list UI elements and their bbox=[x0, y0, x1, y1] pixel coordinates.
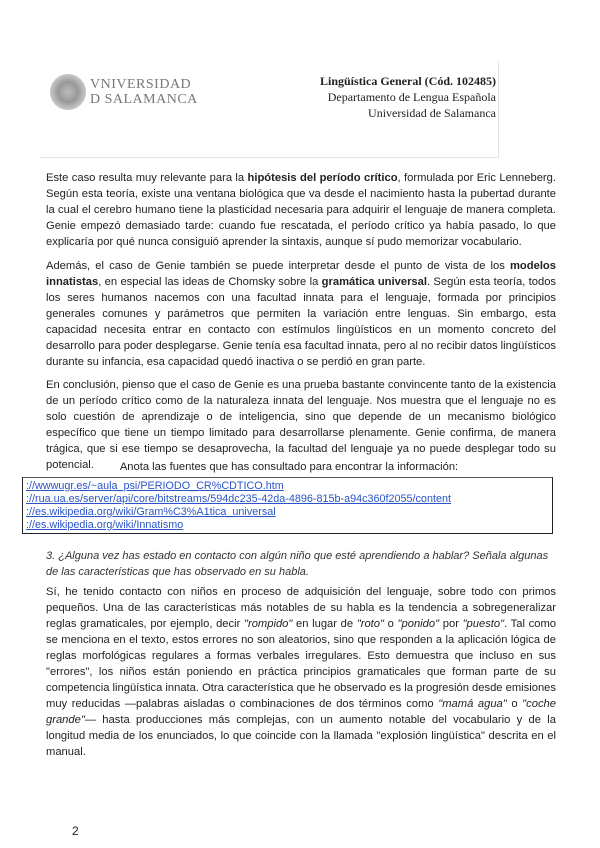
text: . Según esta teoría, todos los seres humanos nacemos con una facultad innata para el lenguaje, formada por principios generales comunes y parámetros que permiten la variación entre lenguas. Sin embargo, esta capacidad necesita entrar en contacto con estímulos lingüísticos en un momento concreto del desarrollo para poder desplegarse. Genie tenía esa facultad innata, pero al no recibir datos lingüísticos durante su infancia, esa capacidad quedó inactiva o se perdió en gran parte. bbox=[46, 276, 557, 368]
example: "puesto" bbox=[462, 618, 505, 630]
text: Sí, he tenido contacto con niños en proceso de adquisición del lenguaje, sobre todo con primos pequeños. Una de las características más notables de su habla es la tendencia a sobregeneralizar reglas gramaticales, por ejemplo, decir bbox=[46, 586, 556, 630]
university-seal-icon bbox=[50, 74, 86, 110]
paragraph-critical-period bbox=[46, 170, 556, 250]
answer-3 bbox=[46, 584, 556, 760]
source-link[interactable]: ://es.wikipedia.org/wiki/Innatismo bbox=[26, 519, 184, 531]
page-header bbox=[40, 62, 499, 158]
text: Este caso resulta muy relevante para la bbox=[46, 172, 248, 184]
text: , formulada por Eric Lenneberg. Según esta teoría, existe una ventana biológica que va desde el nacimiento hasta la pubertad durante la cual el cerebro humano tiene la plasticidad necesaria para adquirir el lenguaje de manera completa. Genie empezó demasiado tarde: cuando fue rescatada, el período crítico ya había pasado, lo que explicaría por qué nunca consiguió aprender la sintaxis, aunque sí pudo memorizar vocabulario. bbox=[46, 172, 556, 248]
text: o bbox=[384, 618, 398, 630]
text: . Tal como se menciona en el texto, estos errores no son aleatorios, sino que responden a la aplicación lógica de reglas morfológicas regulares a formas verbales irregulares. Esto demuestra que incluso en sus "errores", los niños están poniendo en práctica principios gramaticales que forman parte de su competencia lingüística innata. Otra característica que he observado es la progresión desde emisiones muy reducidas —palabras aisladas o combinaciones de dos términos como bbox=[46, 618, 557, 710]
source-link[interactable]: ://es.wikipedia.org/wiki/Gram%C3%A1tica_universal bbox=[26, 506, 276, 518]
text: o bbox=[506, 698, 523, 710]
logo-line-1: VNIVERSIDAD bbox=[90, 77, 192, 92]
logo-line-2: D SALAMANCA bbox=[90, 92, 198, 107]
example: "ponido" bbox=[397, 618, 440, 630]
example: "mamá agua" bbox=[438, 698, 507, 710]
example: "rompido" bbox=[244, 618, 293, 630]
sources-prompt: Anota las fuentes que has consultado para encontrar la información: bbox=[119, 461, 459, 473]
bold-term: hipótesis del período crítico bbox=[247, 172, 398, 184]
sources-box bbox=[22, 477, 553, 534]
university: Universidad de Salamanca bbox=[368, 106, 496, 120]
example: "coche grande" bbox=[46, 698, 556, 726]
page-number: 2 bbox=[72, 824, 79, 838]
source-link[interactable]: ://wwwugr.es/~aula_psi/PERIODO_CR%CDTICO.htm bbox=[26, 480, 284, 492]
department: Departamento de Lengua Española bbox=[327, 90, 496, 104]
text: en lugar de bbox=[292, 618, 357, 630]
paragraph-conclusion: En conclusión, pienso que el caso de Genie es una prueba bastante convincente tanto de la existencia de un período crítico como de la naturaleza innata del lenguaje. Nos muestra que el lenguaje no es solo cuestión de aprendizaje o de inteligencia, sino que depende de un mecanismo biológico específico que tiene un tiempo limitado para desarrollarse plenamente. Genie confirma, de manera trágica, que si ese tiempo se desaprovecha, la facultad del lenguaje ya no puede desplegar todo su potencial. bbox=[46, 379, 556, 471]
text: por bbox=[439, 618, 463, 630]
bold-term: modelos innatistas bbox=[46, 260, 556, 288]
question-3: 3. ¿Alguna vez has estado en contacto con algún niño que esté aprendiendo a hablar? Señala algunas de las características que has observado en su habla. bbox=[46, 550, 549, 578]
source-link[interactable]: ://rua.ua.es/server/api/core/bitstreams/594dc235-42da-4896-815b-a94c360f2055/content bbox=[26, 493, 451, 505]
university-logo bbox=[50, 74, 198, 110]
course-title: Lingüística General (Cód. 102485) bbox=[320, 74, 496, 88]
text: Además, el caso de Genie también se puede interpretar desde el punto de vista de los bbox=[46, 260, 510, 272]
logo-text bbox=[90, 77, 198, 107]
example: "roto" bbox=[356, 618, 384, 630]
header-info bbox=[320, 73, 496, 121]
text: — hasta producciones más complejas, con un aumento notable del vocabulario y de la longitud media de los enunciados, lo que coincide con la llamada "explosión lingüística" descrita en el manual. bbox=[46, 714, 556, 758]
bold-term: gramática universal bbox=[321, 276, 427, 288]
text: , en especial las ideas de Chomsky sobre la bbox=[98, 276, 322, 288]
paragraph-innatist bbox=[46, 258, 556, 370]
